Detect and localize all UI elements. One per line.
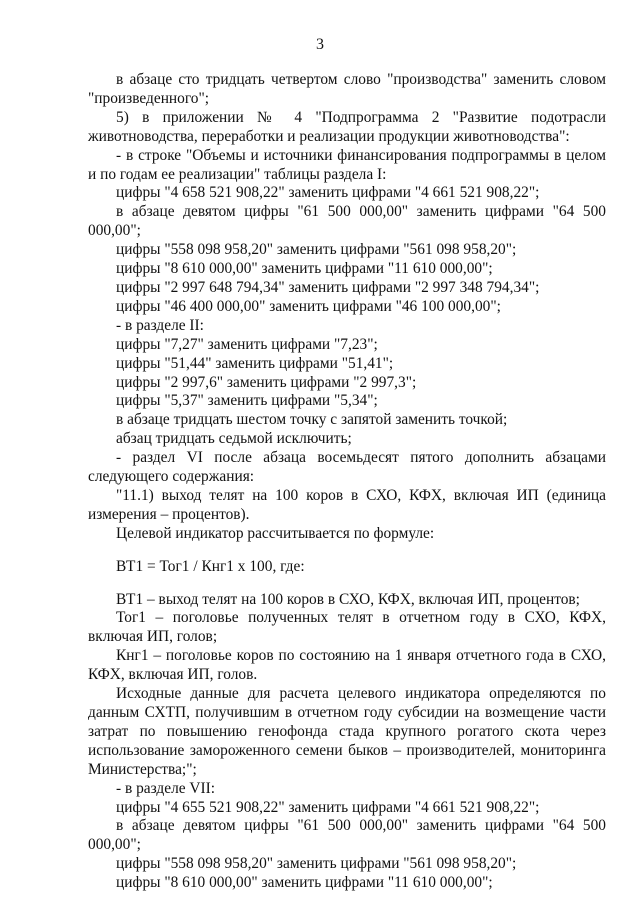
paragraph-21: Тог1 – поголовье полученных телят в отчетном году в СХО, КФХ, включая ИП, голов; <box>88 609 606 646</box>
page-number: 3 <box>316 36 324 53</box>
paragraph-25: цифры "4 655 521 908,22" заменить цифрами "4 661 521 908,22"; <box>116 798 540 816</box>
formula: ВТ1 = Тог1 / Кнг1 х 100, где: <box>116 557 305 575</box>
paragraph-15: в абзаце тридцать шестом точку с запятой заменить точкой; <box>116 411 508 429</box>
paragraph-18: "11.1) выход телят на 100 коров в СХО, КФХ, включая ИП (единица измерения – процентов). <box>88 486 606 523</box>
paragraph-13: цифры "2 997,6" заменить цифрами "2 997,3"; <box>116 373 417 391</box>
paragraph-9: цифры "46 400 000,00" заменить цифрами "46 100 000,00"; <box>116 297 501 315</box>
paragraph-5: в абзаце девятом цифры "61 500 000,00" заменить цифрами "64 500 000,00"; <box>88 203 606 240</box>
paragraph-8: цифры "2 997 648 794,34" заменить цифрами "2 997 348 794,34"; <box>116 278 540 296</box>
paragraph-11: цифры "7,27" заменить цифрами "7,23"; <box>116 335 378 353</box>
paragraph-26: в абзаце девятом цифры "61 500 000,00" заменить цифрами "64 500 000,00"; <box>88 817 606 854</box>
paragraph-19: Целевой индикатор рассчитывается по формуле: <box>116 524 435 542</box>
paragraph-2: 5) в приложении № 4 "Подпрограмма 2 "Развитие подотрасли животноводства, переработки и реализации продукции животноводства": <box>88 108 606 145</box>
paragraph-20: ВТ1 – выход телят на 100 коров в СХО, КФХ, включая ИП, процентов; <box>116 590 580 608</box>
paragraph-28: цифры "8 610 000,00" заменить цифрами "11 610 000,00"; <box>116 874 493 892</box>
spacer <box>88 544 606 558</box>
paragraph-7: цифры "8 610 000,00" заменить цифрами "11 610 000,00"; <box>116 260 493 278</box>
paragraph-12: цифры "51,44" заменить цифрами "51,41"; <box>116 354 394 372</box>
paragraph-1: в абзаце сто тридцать четвертом слово "производства" заменить словом "произведенного"; <box>88 71 606 107</box>
paragraph-24: - в разделе VII: <box>116 779 216 797</box>
document-body <box>88 71 606 893</box>
paragraph-17: - раздел VI после абзаца восемьдесят пятого дополнить абзацами следующего содержания: <box>88 449 606 486</box>
paragraph-27: цифры "558 098 958,20" заменить цифрами "561 098 958,20"; <box>116 855 517 873</box>
paragraph-4: цифры "4 658 521 908,22" заменить цифрами "4 661 521 908,22"; <box>116 184 540 202</box>
spacer <box>88 577 606 591</box>
paragraph-14: цифры "5,37" заменить цифрами "5,34"; <box>116 392 378 410</box>
paragraph-3: - в строке "Объемы и источники финансирования подпрограммы в целом и по годам ее реализации" таблицы раздела I: <box>88 146 606 183</box>
paragraph-6: цифры "558 098 958,20" заменить цифрами "561 098 958,20"; <box>116 241 517 259</box>
paragraph-22: Кнг1 – поголовье коров по состоянию на 1 января отчетного года в СХО, КФХ, включая ИП, голов. <box>88 647 606 684</box>
paragraph-23: Исходные данные для расчета целевого индикатора определяются по данным СХТП, получившим в отчетном году субсидии на возмещение части затрат по повышению генофонда стада крупного рогатого скота через использование замороженного семени быков – производителей, мониторинга Министерства;"; <box>88 685 606 778</box>
paragraph-10: - в разделе II: <box>116 316 204 334</box>
paragraph-16: абзац тридцать седьмой исключить; <box>116 430 352 448</box>
